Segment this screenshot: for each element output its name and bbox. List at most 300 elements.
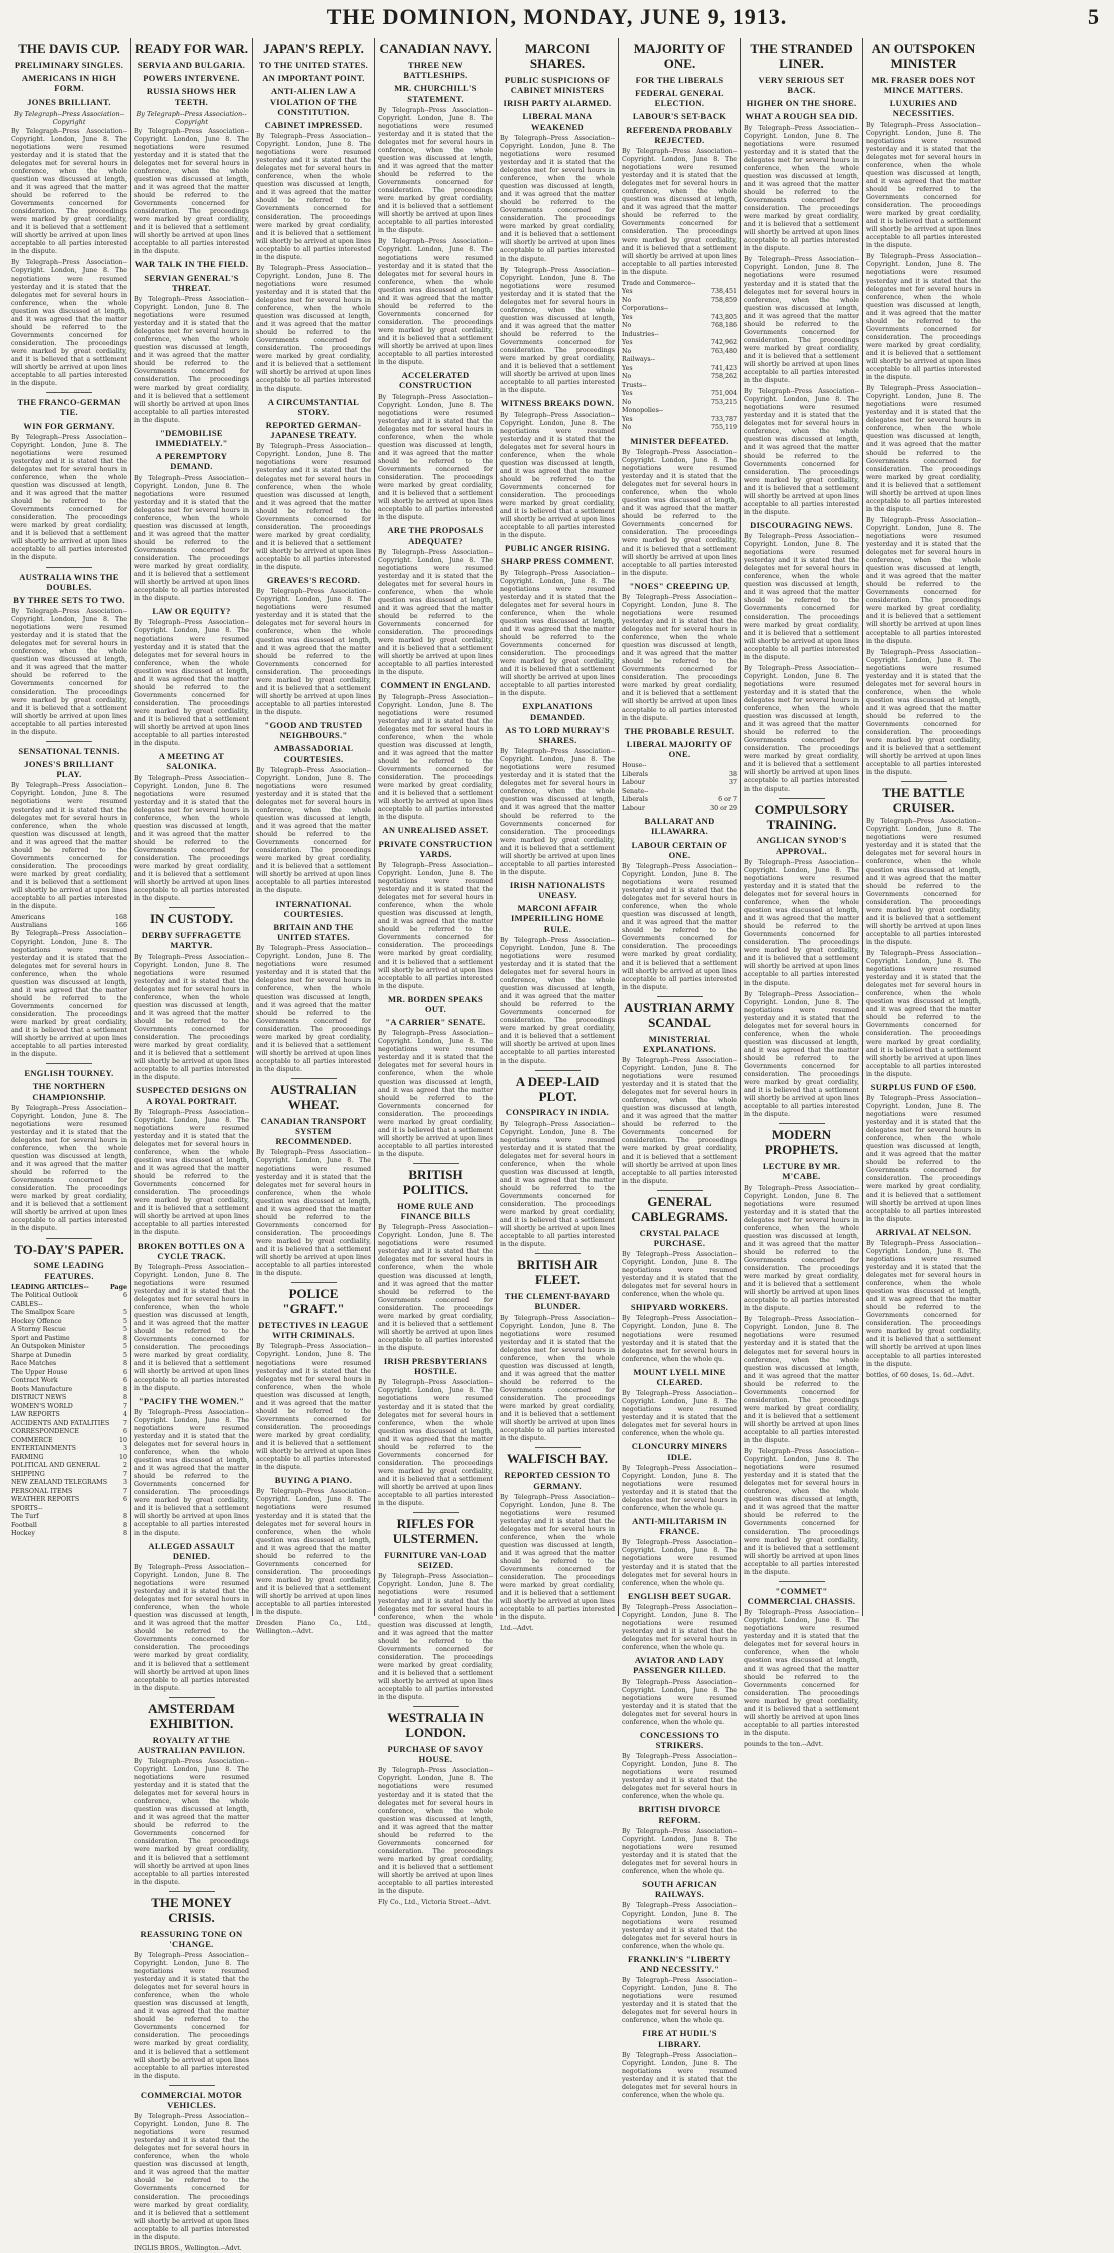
contents-item: POLITICAL AND GENERAL 2	[11, 1462, 127, 1470]
column-5	[496, 38, 618, 1633]
subhead: CLONCURRY MINERS IDLE.	[631, 1441, 728, 1462]
divider	[46, 567, 92, 568]
article-text: By Telegraph--Press Association--Copyright. London, June 8. The negotiations were resumed yesterday and it is stated that the delegates met for several hours in conference, when the whole question was discussed at length, and it was agreed that the matter should be referred to the Governments concerned for consideration. The proceedings were marked by great cordiality, and it is believed that a settlement will shortly be arrived at upon lines acceptable to all parties interested in the dispute.	[866, 818, 981, 946]
article-text: By Telegraph--Press Association--Copyright. London, June 8. The negotiations were resumed yesterday and it is stated that the delegates met for several hours in conference, when the whole question was discussed at length, and it was agreed that the matter should be referred to the Governments concerned for consideration. The proceedings were marked by great cordiality, and it is believed that a settlement will shortly be arrived at upon lines acceptable to all parties interested in the dispute.	[256, 1488, 371, 1617]
article-text: By Telegraph--Press Association--Copyright. London, June 8. The negotiations were resumed yesterday and it is stated that the delegates met for several hours in conference, when the whole question was discussed at length, and it was agreed that the matter should be referred to the Governments concerned for consideration. The proceedings were marked by great cordiality, and it is believed that a settlement will shortly be arrived at upon lines acceptable to all parties interested in the dispute.	[256, 766, 371, 895]
column-3	[252, 38, 374, 1636]
article-text: By Telegraph--Press Association--Copyright. London, June 8. The negotiations were resumed yesterday and it is stated that the delegates met for several hours in conference, when the whole question was discussed at length, and it was agreed that the matter should be referred to the Governments concerned for consideration. The proceedings were marked by great cordiality, and it is believed that a settlement will shortly be arrived at upon lines acceptable to all parties interested in the dispute.	[500, 1493, 615, 1622]
subhead: LIBERAL MAJORITY OF ONE.	[626, 738, 733, 759]
subhead: LIBERAL MANA WEAKENED	[522, 111, 593, 132]
table-row: No 768,186	[622, 322, 737, 330]
subhead: BRITAIN AND THE UNITED STATES.	[273, 921, 354, 943]
contents-item: Race Matches 8	[11, 1360, 127, 1368]
contents-item: PERSONAL ITEMS 7	[11, 1487, 127, 1495]
subhead: RUSSIA SHOWS HER TEETH.	[146, 86, 237, 107]
article-text: By Telegraph--Press Association--Copyright. London, June 8. The negotiations were resumed yesterday and it is stated that the delegates met for several hours in conference, when the whole qu.	[622, 1603, 737, 1652]
subhead: THREE NEW BATTLESHIPS.	[403, 59, 468, 81]
subhead: CABINET IMPRESSED.	[264, 119, 363, 130]
columns	[8, 38, 1108, 2252]
subhead: WAR TALK IN THE FIELD.	[134, 259, 249, 270]
divider	[169, 2085, 215, 2086]
subhead: ARRIVAL AT NELSON.	[875, 1226, 972, 1237]
contents-item: WEATHER REPORTS 6	[11, 1496, 127, 1504]
article-text: By Telegraph--Press Association--Copyright. London, June 8. The negotiations were resumed yesterday and it is stated that the delegates met for several hours in conference, when the whole qu.	[622, 1827, 737, 1876]
contents-item: The Turf 8	[11, 1513, 127, 1521]
subhead: "DEMOBILISE IMMEDIATELY."	[155, 427, 228, 448]
article-text: By Telegraph--Press Association--Copyright. London, June 8. The negotiations were resumed yesterday and it is stated that the delegates met for several hours in conference, when the whole question was discussed at length, and it was agreed that the matter should be referred to the Governments concerned for consideration. The proceedings were marked by great cordiality, and it is believed that a settlement will shortly be arrived at upon lines acceptable to all parties interested in the dispute.	[866, 1239, 981, 1368]
subhead: MR. FRASER DOES NOT MINCE MATTERS.	[871, 74, 976, 96]
table-row: Monopolies--	[622, 407, 664, 415]
article-text: By Telegraph--Press Association--Copyright. London, June 8. The negotiations were resumed yesterday and it is stated that the delegates met for several hours in conference, when the whole question was discussed at length, and it was agreed that the matter should be referred to the Governments concerned for consideration. The proceedings were marked by great cordiality, and it is believed that a settlement will shortly be arrived at upon lines acceptable to all parties interested in the dispute.	[11, 1104, 127, 1233]
divider	[657, 996, 703, 997]
divider	[779, 798, 825, 799]
article-text: By Telegraph--Press Association--Copyright. London, June 8. The negotiations were resumed yesterday and it is stated that the delegates met for several hours in conference, when the whole question was discussed at length, and it was agreed that the matter should be referred to the Governments concerned for consideration. The proceedings were marked by great cordiality, and it is believed that a settlement will shortly be arrived at upon lines acceptable to all parties interested in the dispute.	[134, 1951, 249, 2080]
contents-item: Sharpe at Dunedin 5	[11, 1351, 127, 1359]
contents-item: A Stormy Rescue 5	[11, 1326, 127, 1334]
article-text: By Telegraph--Press Association--Copyright. London, June 8. The negotiations were resumed yesterday and it is stated that the delegates met for several hours in conference, when the whole question was discussed at length, and it was agreed that the matter should be referred to the Governments concerned for consideration. The proceedings were marked by great cordiality, and it is believed that a settlement will shortly be arrived at upon lines acceptable to all parties interested in the dispute.	[11, 433, 127, 562]
divider	[657, 1190, 703, 1191]
subhead: ROYALTY AT THE AUSTRALIAN PAVILION.	[137, 1734, 246, 1755]
subhead: CANADIAN TRANSPORT SYSTEM RECOMMENDED.	[260, 1115, 367, 1147]
subhead: DETECTIVES IN LEAGUE WITH CRIMINALS.	[258, 1320, 369, 1341]
article-text: By Telegraph--Press Association--Copyright. London, June 8. The negotiations were resumed yesterday and it is stated that the delegates met for several hours in conference, when the whole question was discussed at length, and it was agreed that the matter should be referred to the Governments concerned for consideration. The proceedings were marked by great cordiality, and it is believed that a settlement will shortly be arrived at upon lines acceptable to all parties interested in the dispute.	[378, 548, 493, 677]
subhead: FOR THE LIBERALS	[635, 74, 724, 85]
subhead: ANTI-MILITARISM IN FRANCE.	[632, 1516, 727, 1537]
article-text: By Telegraph--Press Association--Copyright. London, June 8. The negotiations were resumed yesterday and it is stated that the delegates met for several hours in conference, when the whole question was discussed at length, and it was agreed that the matter should be referred to the Governments concerned for consideration. The proceedings were marked by great cordiality, and it is believed that a settlement will shortly be arrived at upon lines acceptable to all parties interested in the dispute.	[134, 1757, 249, 1886]
column-8	[862, 38, 984, 1616]
divider	[413, 1163, 459, 1164]
headline-outspoken-minister: AN OUTSPOKEN MINISTER	[871, 41, 976, 71]
table-row: No 753,215	[622, 398, 737, 406]
divider	[535, 1253, 581, 1254]
article-text: By Telegraph--Press Association--Copyright. London, June 8. The negotiations were resumed yesterday and it is stated that the delegates met for several hours in conference, when the whole question was discussed at length, and it was agreed that the matter should be referred to the Governments concerned for consideration. The proceedings were marked by great cordiality, and it is believed that a settlement will shortly be arrived at upon lines acceptable to all parties interested in the dispute.	[622, 593, 737, 722]
divider	[46, 392, 92, 393]
subhead: HOME RULE AND FINANCE BILLS	[397, 1200, 474, 1222]
table-row: Yes 743,805	[622, 313, 737, 321]
divider	[779, 1581, 825, 1582]
contents-item: CORRESPONDENCE 6	[11, 1428, 127, 1436]
subhead: ARE THE PROPOSALS ADEQUATE?	[387, 525, 484, 546]
subhead: COMMENT IN ENGLAND.	[380, 680, 491, 691]
subhead: CRYSTAL PALACE PURCHASE.	[639, 1227, 720, 1248]
contents-item: LAW REPORTS 4	[11, 1411, 127, 1419]
headline-westralia: WESTRALIA IN LONDON.	[387, 1710, 484, 1741]
article-text: By Telegraph--Press Association--Copyright. London, June 8. The negotiations were resumed yesterday and it is stated that the delegates met for several hours in conference, when the whole question was discussed at length, and it was agreed that the matter should be referred to the Governments concerned for consideration. The proceedings were marked by great cordiality, and it is believed that a settlement will shortly be arrived at upon lines acceptable to all parties interested in the dispute.	[134, 619, 249, 748]
subhead: THE NORTHERN CHAMPIONSHIP.	[32, 1081, 106, 1102]
subhead: SOME LEADING FEATURES.	[33, 1260, 105, 1281]
subhead: FEDERAL GENERAL ELECTION.	[635, 88, 724, 109]
subhead: FURNITURE VAN-LOAD SEIZED.	[384, 1550, 487, 1571]
subhead: REFERENDA PROBABLY REJECTED.	[626, 124, 733, 145]
subhead: THE FRANCO-GERMAN TIE.	[17, 397, 121, 418]
subhead: SERVIAN GENERAL'S THREAT.	[144, 272, 239, 293]
contents-item: Hockey Offence 5	[11, 1317, 127, 1325]
subhead: ALLEGED ASSAULT DENIED.	[148, 1540, 235, 1561]
article-text: By Telegraph--Press Association--Copyright. London, June 8. The negotiations were resumed yesterday and it is stated that the delegates met for several hours in conference, when the whole question was discussed at length, and it was agreed that the matter should be referred to the Governments concerned for consideration. The proceedings were marked by great cordiality, and it is believed that a settlement will shortly be arrived at upon lines acceptable to all parties interested in the dispute.	[744, 1316, 859, 1445]
contents-item: Football 8	[11, 1521, 127, 1529]
headline-austrian-army-scandal: AUSTRIAN ARMY SCANDAL	[624, 999, 735, 1030]
advert-line: Dresden Piano Co., Ltd., Wellington.--Advt.	[256, 1620, 371, 1636]
subhead: ANTI-ALIEN LAW A VIOLATION OF THE CONSTITUTION.	[269, 86, 358, 117]
table-row: Yes 738,451	[622, 288, 737, 296]
article-text: By Telegraph--Press Association--Copyright. London, June 8. The negotiations were resumed yesterday and it is stated that the delegates met for several hours in conference, when the whole qu.	[622, 1539, 737, 1587]
table-row: Industries--	[622, 330, 659, 338]
article-text: By Telegraph--Press Association--Copyright. London, June 8. The negotiations were resumed yesterday and it is stated that the delegates met for several hours in conference, when the whole question was discussed at length, and it was agreed that the matter should be referred to the Governments concerned for consideration. The proceedings were marked by great cordiality, and it is believed that a settlement will shortly be arrived at upon lines acceptable to all parties interested in the dispute.	[378, 861, 493, 990]
subhead: PURCHASE OF SAVOY HOUSE.	[387, 1744, 484, 1765]
subhead: "PACIFY THE WOMEN."	[138, 1395, 245, 1406]
article-text: By Telegraph--Press Association--Copyright. London, June 8. The negotiations were resumed yesterday and it is stated that the delegates met for several hours in conference, when the whole question was discussed at length, and it was agreed that the matter should be referred to the Governments concerned for consideration. The proceedings were marked by great cordiality, and it is believed that a settlement will shortly be arrived at upon lines acceptable to all parties interested in the dispute.	[744, 533, 859, 661]
article-text: By Telegraph--Press Association--Copyright. London, June 8. The negotiations were resumed yesterday and it is stated that the delegates met for several hours in conference, when the whole question was discussed at length, and it was agreed that the matter should be referred to the Governments concerned for consideration. The proceedings were marked by great cordiality, and it is believed that a settlement will shortly be arrived at upon lines acceptable to all parties interested in the dispute.	[744, 858, 859, 987]
subhead: THE CLEMENT-BAYARD BLUNDER.	[504, 1291, 611, 1312]
contents-item: Sport and Pastime 8	[11, 1334, 127, 1342]
subhead: AMBASSADORIAL COURTESIES.	[273, 743, 354, 764]
article-text: By Telegraph--Press Association--Copyright. London, June 8. The negotiations were resumed yesterday and it is stated that the delegates met for several hours in conference, when the whole question was discussed at length, and it was agreed that the matter should be referred to the Governments concerned for consideration. The proceedings were marked by great cordiality, and it is believed that a settlement will shortly be arrived at upon lines acceptable to all parties interested in the dispute.	[866, 253, 981, 382]
subhead: BROKEN BOTTLES ON A CYCLE TRACK.	[137, 1240, 246, 1261]
article-text: By Telegraph--Press Association--Copyright. London, June 8. The negotiations were resumed yesterday and it is stated that the delegates met for several hours in conference, when the whole question was discussed at length, and it was agreed that the matter should be referred to the Governments concerned for consideration. The proceedings were marked by great cordiality, and it is believed that a settlement will shortly be arrived at upon lines acceptable to all parties interested in the dispute.	[134, 1263, 249, 1392]
subhead: SURPLUS FUND OF £500.	[870, 1081, 977, 1092]
subhead: MOUNT LYELL MINE CLEARED.	[633, 1366, 726, 1387]
article-text: By Telegraph--Press Association--Copyright. London, June 8. The negotiations were resumed yesterday and it is stated that the delegates met for several hours in conference, when the whole question was discussed at length, and it was agreed that the matter should be referred to the Governments concerned for consideration. The proceedings were marked by great cordiality, and it is believed that a settlement will shortly be arrived at upon lines acceptable to all parties interested in the dispute.	[500, 748, 615, 876]
contents-item: NEW ZEALAND TELEGRAMS 3	[11, 1479, 127, 1487]
article-text: By Telegraph--Press Association--Copyright. London, June 8. The negotiations were resumed yesterday and it is stated that the delegates met for several hours in conference, when the whole question was discussed at length, and it was agreed that the matter should be referred to the Governments concerned for consideration. The proceedings were marked by great cordiality, and it is believed that a settlement will shortly be arrived at upon lines acceptable to all parties interested in the dispute.	[744, 256, 859, 385]
article-text: By Telegraph--Press Association--Copyright. London, June 8. The negotiations were resumed yesterday and it is stated that the delegates met for several hours in conference, when the whole question was discussed at length, and it was agreed that the matter should be referred to the Governments concerned for consideration. The proceedings were marked by great cordiality, and it is believed that a settlement will shortly be arrived at upon lines acceptable to all parties interested in the dispute.	[134, 127, 249, 256]
dateline: By Telegraph--Press Association--Copyright	[136, 109, 247, 126]
contents-item: SPORTS--	[11, 1504, 43, 1512]
subhead: PRELIMINARY SINGLES.	[14, 59, 124, 70]
subhead: AVIATOR AND LADY PASSENGER KILLED.	[633, 1655, 726, 1676]
subhead: DERBY SUFFRAGETTE MARTYR.	[141, 930, 242, 951]
article-text: By Telegraph--Press Association--Copyright. London, June 8. The negotiations were resumed yesterday and it is stated that the delegates met for several hours in conference, when the whole qu.	[622, 1678, 737, 1726]
masthead	[0, 4, 1114, 34]
article-text: By Telegraph--Press Association--Copyright. London, June 8. The negotiations were resumed yesterday and it is stated that the delegates met for several hours in conference, when the whole question was discussed at length, and it was agreed that the matter should be referred to the Governments concerned for consideration. The proceedings were marked by great cordiality, and it is believed that a settlement will shortly be arrived at upon lines acceptable to all parties interested in the dispute.	[256, 588, 371, 716]
subhead: CONSPIRACY IN INDIA.	[505, 1107, 610, 1118]
subhead: POWERS INTERVENE.	[143, 73, 240, 84]
divider	[291, 1282, 337, 1283]
article-text: By Telegraph--Press Association--Copyright. London, June 8. The negotiations were resumed yesterday and it is stated that the delegates met for several hours in conference, when the whole question was discussed at length, and it was agreed that the matter should be referred to the Governments concerned for consideration. The proceedings were marked by great cordiality, and it is believed that a settlement will shortly be arrived at upon lines acceptable to all parties interested in the dispute.	[744, 1448, 859, 1576]
subhead: SOUTH AFRICAN RAILWAYS.	[642, 1879, 717, 1900]
headline-modern-prophets: MODERN PROPHETS.	[764, 1127, 839, 1158]
article-text: By Telegraph--Press Association--Copyright. London, June 8. The negotiations were resumed yesterday and it is stated that the delegates met for several hours in conference, when the whole question was discussed at length, and it was agreed that the matter should be referred to the Governments concerned for consideration. The proceedings were marked by great cordiality, and it is believed that a settlement will shortly be arrived at upon lines acceptable to all parties interested in the dispute.	[500, 266, 615, 395]
subhead: IRISH PARTY ALARMED.	[503, 98, 612, 109]
subhead: WIN FOR GERMANY.	[23, 420, 115, 431]
article-text: By Telegraph--Press Association--Copyright. London, June 8. The negotiations were resumed yesterday and it is stated that the delegates met for several hours in conference, when the whole question was discussed at length, and it was agreed that the matter should be referred to the Governments concerned for consideration. The proceedings were marked by great cordiality, and it is believed that a settlement will shortly be arrived at upon lines acceptable to all parties interested in the dispute.	[378, 1030, 493, 1158]
subhead: A PEREMPTORY DEMAND.	[155, 451, 228, 472]
score-row: Americans 168	[11, 914, 127, 922]
contents-item: Hockey 8	[11, 1530, 127, 1538]
article-text: By Telegraph--Press Association--Copyright. London, June 8. The negotiations were resumed yesterday and it is stated that the delegates met for several hours in conference, when the whole question was discussed at length, and it was agreed that the matter should be referred to the Governments concerned for consideration. The proceedings were marked by great cordiality, and it is believed that a settlement will shortly be arrived at upon lines acceptable to all parties interested in the dispute.	[744, 1184, 859, 1313]
contents-item: The Political Outlook 6	[11, 1292, 127, 1300]
article-text: By Telegraph--Press Association--Copyright. London, June 8. The negotiations were resumed yesterday and it is stated that the delegates met for several hours in conference, when the whole question was discussed at length, and it was agreed that the matter should be referred to the Governments concerned for consideration. The proceedings were marked by great cordiality, and it is believed that a settlement will shortly be arrived at upon lines acceptable to all parties interested in the dispute.	[256, 1343, 371, 1472]
subhead: BALLARAT AND ILLAWARRA.	[644, 816, 715, 837]
article-text: By Telegraph--Press Association--Copyright. London, June 8. The negotiations were resumed yesterday and it is stated that the delegates met for several hours in conference, when the whole question was discussed at length, and it was agreed that the matter should be referred to the Governments concerned for consideration. The proceedings were marked by great cordiality, and it is believed that a settlement will shortly be arrived at upon lines acceptable to all parties interested in the dispute.	[256, 264, 371, 393]
advert-line: bottles, of 60 doses, 1s. 6d.--Advt.	[866, 1371, 975, 1379]
subhead: SERVIA AND BULGARIA.	[137, 59, 246, 70]
article-text: By Telegraph--Press Association--Copyright. London, June 8. The negotiations were resumed yesterday and it is stated that the delegates met for several hours in conference, when the whole question was discussed at length, and it was agreed that the matter should be referred to the Governments concerned for consideration. The proceedings were marked by great cordiality, and it is believed that a settlement will shortly be arrived at upon lines acceptable to all parties interested in the dispute.	[11, 782, 127, 911]
headline-battle-cruiser: THE BATTLE CRUISER.	[882, 785, 965, 816]
article-text: By Telegraph--Press Association--Copyright. London, June 8. The negotiations were resumed yesterday and it is stated that the delegates met for several hours in conference, when the whole qu.	[622, 1753, 737, 1801]
table-row: Liberals 38	[622, 770, 737, 778]
subhead: "GOOD AND TRUSTED NEIGHBOURS."	[264, 720, 363, 741]
advert-line: INGLIS BROS., Wellington.--Advt.	[134, 2244, 242, 2252]
article-text: By Telegraph--Press Association--Copyright. London, June 8. The negotiations were resumed yesterday and it is stated that the delegates met for several hours in conference, when the whole qu.	[622, 1977, 737, 2025]
headline-australian-wheat: AUSTRALIAN WHEAT.	[270, 1082, 357, 1112]
subhead: COMMERCIAL MOTOR VEHICLES.	[140, 2089, 243, 2110]
subhead: FIRE AT HUDIL'S LIBRARY.	[642, 2028, 717, 2049]
contents-item: Contract Work 6	[11, 1377, 127, 1385]
article-text: By Telegraph--Press Association--Copyright. London, June 8. The negotiations were resumed yesterday and it is stated that the delegates met for several hours in conference, when the whole question was discussed at length, and it was agreed that the matter should be referred to the Governments concerned for consideration. The proceedings were marked by great cordiality, and it is believed that a settlement will shortly be arrived at upon lines acceptable to all parties interested in the dispute.	[866, 648, 981, 777]
subhead: MR. CHURCHILL'S STATEMENT.	[394, 83, 477, 104]
table-row: Yes 751,004	[622, 390, 737, 398]
subhead: IRISH NATIONALISTS UNEASY.	[509, 879, 606, 901]
headline-compulsory-training: COMPULSORY TRAINING.	[754, 801, 849, 832]
table-row: Corporations--	[622, 305, 669, 313]
subhead: SHIPYARD WORKERS.	[630, 1302, 729, 1313]
subhead: INTERNATIONAL COURTESIES.	[275, 898, 352, 919]
subhead: SUSPECTED DESIGNS ON A ROYAL PORTRAIT.	[136, 1085, 247, 1106]
article-text: By Telegraph--Press Association--Copyright. London, June 8. The negotiations were resumed yesterday and it is stated that the delegates met for several hours in conference, when the whole qu.	[622, 1315, 737, 1363]
article-text: By Telegraph--Press Association--Copyright. London, June 8. The negotiations were resumed yesterday and it is stated that the delegates met for several hours in conference, when the whole question was discussed at length, and it was agreed that the matter should be referred to the Governments concerned for consideration. The proceedings were marked by great cordiality, and it is believed that a settlement will shortly be arrived at upon lines acceptable to all parties interested in the dispute.	[866, 950, 981, 1078]
subhead: PUBLIC ANGER RISING.	[505, 543, 610, 554]
table-row: Labour 30 or 29	[622, 804, 737, 812]
subhead: MR. BORDEN SPEAKS OUT.	[387, 993, 484, 1014]
article-text: By Telegraph--Press Association--Copyright. London, June 8. The negotiations were resumed yesterday and it is stated that the delegates met for several hours in conference, when the whole question was discussed at length, and it was agreed that the matter should be referred to the Governments concerned for consideration. The proceedings were marked by great cordiality, and it is believed that a settlement will shortly be arrived at upon lines acceptable to all parties interested in the dispute.	[256, 443, 371, 572]
subhead: VERY SERIOUS SET BACK.	[758, 74, 845, 96]
divider	[46, 1238, 92, 1239]
subhead: THE PROBABLE RESULT.	[624, 725, 735, 736]
article-text: By Telegraph--Press Association--Copyright. London, June 8. The negotiations were resumed yesterday and it is stated that the delegates met for several hours in conference, when the whole question was discussed at length, and it was agreed that the matter should be referred to the Governments concerned for consideration. The proceedings were marked by great cordiality, and it is believed that a settlement will shortly be arrived at upon lines acceptable to all parties interested in the dispute.	[378, 1767, 493, 1896]
divider	[535, 1447, 581, 1448]
subhead: ANGLICAN SYNOD'S APPROVAL.	[756, 835, 847, 856]
divider	[535, 1070, 581, 1071]
subhead: REPORTED CESSION TO GERMANY.	[504, 1470, 611, 1491]
column-6	[618, 38, 740, 2100]
contents-item: SHIPPING 7	[11, 1470, 127, 1478]
divider	[291, 1078, 337, 1079]
divider	[901, 781, 947, 782]
article-text: By Telegraph--Press Association--Copyright. London, June 8. The negotiations were resumed yesterday and it is stated that the delegates met for several hours in conference, when the whole question was discussed at length, and it was agreed that the matter should be referred to the Governments concerned for consideration. The proceedings were marked by great cordiality, and it is believed that a settlement will shortly be arrived at upon lines acceptable to all parties interested in the dispute.	[744, 388, 859, 516]
contents-item: ENTERTAINMENTS 3	[11, 1445, 127, 1453]
table-row: No 755,119	[622, 424, 737, 432]
article-text: By Telegraph--Press Association--Copyright. London, June 8. The negotiations were resumed yesterday and it is stated that the delegates met for several hours in conference, when the whole question was discussed at length, and it was agreed that the matter should be referred to the Governments concerned for consideration. The proceedings were marked by great cordiality, and it is believed that a settlement will shortly be arrived at upon lines acceptable to all parties interested in the dispute.	[500, 1120, 615, 1249]
subhead: GREAVES'S RECORD.	[266, 575, 361, 586]
article-text: By Telegraph--Press Association--Copyright. London, June 8. The negotiations were resumed yesterday and it is stated that the delegates met for several hours in conference, when the whole qu.	[622, 1390, 737, 1438]
table-row: Yes 742,962	[622, 339, 737, 347]
subhead: AN UNREALISED ASSET.	[382, 825, 489, 836]
party-state-table	[622, 762, 737, 813]
article-text: By Telegraph--Press Association--Copyright. London, June 8. The negotiations were resumed yesterday and it is stated that the delegates met for several hours in conference, when the whole question was discussed at length, and it was agreed that the matter should be referred to the Governments concerned for consideration. The proceedings were marked by great cordiality, and it is believed that a settlement will shortly be arrived at upon lines acceptable to all parties interested in the dispute.	[500, 936, 615, 1065]
headline-general-cablegrams: GENERAL CABLEGRAMS.	[631, 1193, 728, 1224]
article-text: By Telegraph--Press Association--Copyright. London, June 8. The negotiations were resumed yesterday and it is stated that the delegates met for several hours in conference, when the whole question was discussed at length, and it was agreed that the matter should be referred to the Governments concerned for consideration. The proceedings were marked by great cordiality, and it is believed that a settlement will shortly be arrived at upon lines acceptable to all parties interested in the dispute.	[744, 124, 859, 253]
subhead: WITNESS BREAKS DOWN.	[500, 398, 615, 409]
article-text: By Telegraph--Press Association--Copyright. London, June 8. The negotiations were resumed yesterday and it is stated that the delegates met for several hours in conference, when the whole question was discussed at length, and it was agreed that the matter should be referred to the Governments concerned for consideration. The proceedings were marked by great cordiality, and it is believed that a settlement will shortly be arrived at upon lines acceptable to all parties interested in the dispute.	[622, 862, 737, 991]
headline-amsterdam: AMSTERDAM EXHIBITION.	[148, 1700, 235, 1731]
headline-japans-reply: JAPAN'S REPLY.	[263, 41, 364, 56]
column-1	[8, 38, 130, 1616]
article-text: By Telegraph--Press Association--Copyright. London, June 8. The negotiations were resumed yesterday and it is stated that the delegates met for several hours in conference, when the whole question was discussed at length, and it was agreed that the matter should be referred to the Governments concerned for consideration. The proceedings were marked by great cordiality, and it is believed that a settlement will shortly be arrived at upon lines acceptable to all parties interested in the dispute.	[378, 393, 493, 522]
subhead: MARCONI AFFAIR IMPERILLING HOME RULE.	[511, 903, 604, 934]
table-row: Senate--	[622, 787, 649, 795]
subhead: LABOUR'S SET-BACK	[632, 111, 727, 122]
contents-item: WOMEN'S WORLD 7	[11, 1402, 127, 1410]
headline-british-politics: BRITISH POLITICS.	[402, 1167, 469, 1197]
article-text: By Telegraph--Press Association--Copyright. London, June 8. The negotiations were resumed yesterday and it is stated that the delegates met for several hours in conference, when the whole question was discussed at length, and it was agreed that the matter should be referred to the Governments concerned for consideration. The proceedings were marked by great cordiality, and it is believed that a settlement will shortly be arrived at upon lines acceptable to all parties interested in the dispute.	[866, 1094, 981, 1223]
column-2	[130, 38, 252, 2252]
article-text: By Telegraph--Press Association--Copyright. London, June 8. The negotiations were resumed yesterday and it is stated that the delegates met for several hours in conference, when the whole question was discussed at length, and it was agreed that the matter should be referred to the Governments concerned for consideration. The proceedings were marked by great cordiality, and it is believed that a settlement will shortly be arrived at upon lines acceptable to all parties interested in the dispute.	[866, 385, 981, 513]
headline-walfisch-bay: WALFISCH BAY.	[507, 1451, 608, 1467]
article-text: By Telegraph--Press Association--Copyright. London, June 8. The negotiations were resumed yesterday and it is stated that the delegates met for several hours in conference, when the whole question was discussed at length, and it was agreed that the matter should be referred to the Governments concerned for consideration. The proceedings were marked by great cordiality, and it is believed that a settlement will shortly be arrived at upon lines acceptable to all parties interested in the dispute.	[744, 1609, 859, 1737]
article-text: By Telegraph--Press Association--Copyright. London, June 8. The negotiations were resumed yesterday and it is stated that the delegates met for several hours in conference, when the whole qu.	[622, 1902, 737, 1950]
subhead: REPORTED GERMAN-JAPANESE TREATY.	[265, 419, 362, 441]
subhead: LUXURIES AND NECESSITIES.	[889, 98, 958, 119]
contents-item: An Outspoken Minister 5	[11, 1343, 127, 1351]
subhead: PUBLIC SUSPICIONS OF CABINET MINISTERS	[504, 74, 611, 96]
table-row: Labour 37	[622, 779, 737, 787]
article-text: By Telegraph--Press Association--Copyright. London, June 8. The negotiations were resumed yesterday and it is stated that the delegates met for several hours in conference, when the whole question was discussed at length, and it was agreed that the matter should be referred to the Governments concerned for consideration. The proceedings were marked by great cordiality, and it is believed that a settlement will shortly be arrived at upon lines acceptable to all parties interested in the dispute.	[866, 516, 981, 645]
subhead: EXPLANATIONS DEMANDED.	[522, 701, 593, 722]
article-text: By Telegraph--Press Association--Copyright. London, June 8. The negotiations were resumed yesterday and it is stated that the delegates met for several hours in conference, when the whole question was discussed at length, and it was agreed that the matter should be referred to the Governments concerned for consideration. The proceedings were marked by great cordiality, and it is believed that a settlement will shortly be arrived at upon lines acceptable to all parties interested in the dispute.	[256, 1149, 371, 1278]
article-text: By Telegraph--Press Association--Copyright. London, June 8. The negotiations were resumed yesterday and it is stated that the delegates met for several hours in conference, when the whole question was discussed at length, and it was agreed that the matter should be referred to the Governments concerned for consideration. The proceedings were marked by great cordiality, and it is believed that a settlement will shortly be arrived at upon lines acceptable to all parties interested in the dispute.	[622, 448, 737, 577]
subhead: BY THREE SETS TO TWO.	[13, 594, 125, 605]
subhead: A CIRCUMSTANTIAL STORY.	[267, 396, 360, 417]
headline-british-air-fleet: BRITISH AIR FLEET.	[517, 1257, 598, 1288]
table-row: Trade and Commerce--	[622, 279, 696, 287]
article-text: By Telegraph--Press Association--Copyright. London, June 8. The negotiations were resumed yesterday and it is stated that the delegates met for several hours in conference, when the whole question was discussed at length, and it was agreed that the matter should be referred to the Governments concerned for consideration. The proceedings were marked by great cordiality, and it is believed that a settlement will shortly be arrived at upon lines acceptable to all parties interested in the dispute.	[500, 1314, 615, 1443]
dateline: By Telegraph--Press Association--Copyright	[13, 109, 125, 126]
contents-item: CABLES--	[11, 1300, 43, 1308]
page-number: 5	[1088, 4, 1100, 29]
referenda-votes-table	[622, 280, 737, 433]
contents-item: DISTRICT NEWS 8	[11, 1394, 127, 1402]
subhead: BRITISH DIVORCE REFORM.	[638, 1804, 721, 1825]
article-text: By Telegraph--Press Association--Copyright. London, June 8. The negotiations were resumed yesterday and it is stated that the delegates met for several hours in conference, when the whole question was discussed at length, and it was agreed that the matter should be referred to the Governments concerned for consideration. The proceedings were marked by great cordiality, and it is believed that a settlement will shortly be arrived at upon lines acceptable to all parties interested in the dispute.	[11, 127, 127, 256]
subhead: SENSATIONAL TENNIS.	[18, 745, 120, 756]
subhead: FRANKLIN'S "LIBERTY AND NECESSITY."	[628, 1953, 731, 1974]
contents-item: The Smallpox Scare 5	[11, 1309, 127, 1317]
table-row: No 758,859	[622, 296, 737, 304]
article-text: By Telegraph--Press Association--Copyright. London, June 8. The negotiations were resumed yesterday and it is stated that the delegates met for several hours in conference, when the whole question was discussed at length, and it was agreed that the matter should be referred to the Governments concerned for consideration. The proceedings were marked by great cordiality, and it is believed that a settlement will shortly be arrived at upon lines acceptable to all parties interested in the dispute.	[622, 148, 737, 276]
subhead: "COMMET" COMMERCIAL CHASSIS.	[747, 1585, 856, 1606]
subhead: AUSTRALIA WINS THE DOUBLES.	[19, 571, 119, 592]
subhead: WHAT A ROUGH SEA DID.	[745, 111, 858, 122]
table-row: Liberals 6 or 7	[622, 796, 737, 804]
article-text: By Telegraph--Press Association--Copyright. London, June 8. The negotiations were resumed yesterday and it is stated that the delegates met for several hours in conference, when the whole question was discussed at length, and it was agreed that the matter should be referred to the Governments concerned for consideration. The proceedings were marked by great cordiality, and it is believed that a settlement will shortly be arrived at upon lines acceptable to all parties interested in the dispute.	[256, 133, 371, 261]
subhead: TO THE UNITED STATES.	[258, 59, 369, 70]
article-text: By Telegraph--Press Association--Copyright. London, June 8. The negotiations were resumed yesterday and it is stated that the delegates met for several hours in conference, when the whole qu.	[622, 1250, 737, 1299]
headline-money-crisis: THE MONEY CRISIS.	[151, 1894, 232, 1925]
article-text: By Telegraph--Press Association--Copyright. London, June 8. The negotiations were resumed yesterday and it is stated that the delegates met for several hours in conference, when the whole question was discussed at length, and it was agreed that the matter should be referred to the Governments concerned for consideration. The proceedings were marked by great cordiality, and it is believed that a settlement will shortly be arrived at upon lines acceptable to all parties interested in the dispute.	[378, 1224, 493, 1352]
subhead: ENGLISH BEET SUGAR.	[627, 1590, 732, 1601]
column-4	[374, 38, 496, 1907]
subhead: MINISTER DEFEATED.	[630, 435, 729, 446]
subhead: MINISTERIAL EXPLANATIONS.	[643, 1033, 716, 1054]
headline-todays-paper: TO-DAY'S PAPER.	[14, 1241, 124, 1257]
table-row: Railways--	[622, 356, 655, 364]
table-row: House--	[622, 762, 647, 770]
table-row: No 763,480	[622, 347, 737, 355]
advert-line: pounds to the ton.--Advt.	[744, 1740, 824, 1748]
divider	[169, 907, 215, 908]
article-text: By Telegraph--Press Association--Copyright. London, June 8. The negotiations were resumed yesterday and it is stated that the delegates met for several hours in conference, when the whole question was discussed at length, and it was agreed that the matter should be referred to the Governments concerned for consideration. The proceedings were marked by great cordiality, and it is believed that a settlement will shortly be arrived at upon lines acceptable to all parties interested in the dispute.	[500, 134, 615, 263]
contents-list	[11, 1284, 127, 1539]
article-text: By Telegraph--Press Association--Copyright. London, June 8. The negotiations were resumed yesterday and it is stated that the delegates met for several hours in conference, when the whole question was discussed at length, and it was agreed that the matter should be referred to the Governments concerned for consideration. The proceedings were marked by great cordiality, and it is believed that a settlement will shortly be arrived at upon lines acceptable to all parties interested in the dispute.	[256, 945, 371, 1073]
table-row: No 758,262	[622, 373, 737, 381]
subhead: LABOUR CERTAIN OF ONE.	[631, 839, 728, 860]
article-text: By Telegraph--Press Association--Copyright. London, June 8. The negotiations were resumed yesterday and it is stated that the delegates met for several hours in conference, when the whole qu.	[622, 2051, 737, 2100]
score-row: Australians 166	[11, 922, 127, 930]
subhead: REASSURING TONE ON 'CHANGE.	[140, 1928, 243, 1949]
headline-in-custody: IN CUSTODY.	[149, 911, 234, 927]
subhead: JONES'S BRILLIANT PLAY.	[24, 759, 114, 780]
table-row: Trusts--	[622, 381, 647, 389]
article-text: By Telegraph--Press Association--Copyright. London, June 8. The negotiations were resumed yesterday and it is stated that the delegates met for several hours in conference, when the whole qu.	[622, 1464, 737, 1512]
article-text: By Telegraph--Press Association--Copyright. London, June 8. The negotiations were resumed yesterday and it is stated that the delegates met for several hours in conference, when the whole question was discussed at length, and it was agreed that the matter should be referred to the Governments concerned for consideration. The proceedings were marked by great cordiality, and it is believed that a settlement will shortly be arrived at upon lines acceptable to all parties interested in the dispute.	[500, 569, 615, 698]
article-text: By Telegraph--Press Association--Copyright. London, June 8. The negotiations were resumed yesterday and it is stated that the delegates met for several hours in conference, when the whole question was discussed at length, and it was agreed that the matter should be referred to the Governments concerned for consideration. The proceedings were marked by great cordiality, and it is believed that a settlement will shortly be arrived at upon lines acceptable to all parties interested in the dispute.	[134, 1408, 249, 1537]
article-text: By Telegraph--Press Association--Copyright. London, June 8. The negotiations were resumed yesterday and it is stated that the delegates met for several hours in conference, when the whole question was discussed at length, and it was agreed that the matter should be referred to the Governments concerned for consideration. The proceedings were marked by great cordiality, and it is believed that a settlement will shortly be arrived at upon lines acceptable to all parties interested in the dispute.	[134, 774, 249, 903]
subhead: "NOES" CREEPING UP.	[629, 580, 730, 591]
article-text: By Telegraph--Press Association--Copyright. London, June 8. The negotiations were resumed yesterday and it is stated that the delegates met for several hours in conference, when the whole question was discussed at length, and it was agreed that the matter should be referred to the Governments concerned for consideration. The proceedings were marked by great cordiality, and it is believed that a settlement will shortly be arrived at upon lines acceptable to all parties interested in the dispute.	[866, 121, 981, 250]
article-text: By Telegraph--Press Association--Copyright. London, June 8. The negotiations were resumed yesterday and it is stated that the delegates met for several hours in conference, when the whole question was discussed at length, and it was agreed that the matter should be referred to the Governments concerned for consideration. The proceedings were marked by great cordiality, and it is believed that a settlement will shortly be arrived at upon lines acceptable to all parties interested in the dispute.	[622, 1056, 737, 1185]
contents-item: ACCIDENTS AND FATALITIES 7	[11, 1419, 127, 1427]
subhead: AS TO LORD MURRAY'S SHARES.	[505, 724, 610, 745]
article-text: By Telegraph--Press Association--Copyright. London, June 8. The negotiations were resumed yesterday and it is stated that the delegates met for several hours in conference, when the whole question was discussed at length, and it was agreed that the matter should be referred to the Governments concerned for consideration. The proceedings were marked by great cordiality, and it is believed that a settlement will shortly be arrived at upon lines acceptable to all parties interested in the dispute.	[378, 238, 493, 367]
subhead: ACCELERATED CONSTRUCTION	[398, 370, 473, 391]
article-text: By Telegraph--Press Association--Copyright. London, June 8. The negotiations were resumed yesterday and it is stated that the delegates met for several hours in conference, when the whole question was discussed at length, and it was agreed that the matter should be referred to the Governments concerned for consideration. The proceedings were marked by great cordiality, and it is believed that a settlement will shortly be arrived at upon lines acceptable to all parties interested in the dispute.	[134, 474, 249, 603]
article-text: By Telegraph--Press Association--Copyright. London, June 8. The negotiations were resumed yesterday and it is stated that the delegates met for several hours in conference, when the whole question was discussed at length, and it was agreed that the matter should be referred to the Governments concerned for consideration. The proceedings were marked by great cordiality, and it is believed that a settlement will shortly be arrived at upon lines acceptable to all parties interested in the dispute.	[500, 411, 615, 540]
article-text: By Telegraph--Press Association--Copyright. London, June 8. The negotiations were resumed yesterday and it is stated that the delegates met for several hours in conference, when the whole question was discussed at length, and it was agreed that the matter should be referred to the Governments concerned for consideration. The proceedings were marked by great cordiality, and it is believed that a settlement will shortly be arrived at upon lines acceptable to all parties interested in the dispute.	[134, 296, 249, 424]
headline-stranded-liner: THE STRANDED LINER.	[750, 41, 853, 71]
subhead: AMERICANS IN HIGH FORM.	[21, 73, 117, 94]
article-text: By Telegraph--Press Association--Copyright. London, June 8. The negotiations were resumed yesterday and it is stated that the delegates met for several hours in conference, when the whole question was discussed at length, and it was agreed that the matter should be referred to the Governments concerned for consideration. The proceedings were marked by great cordiality, and it is believed that a settlement will shortly be arrived at upon lines acceptable to all parties interested in the dispute.	[378, 693, 493, 822]
advert-line: Fly Co., Ltd., Victoria Street.--Advt.	[378, 1899, 492, 1907]
advert-line: Ltd.--Advt.	[500, 1625, 534, 1633]
divider	[46, 741, 92, 742]
masthead-title: THE DOMINION, MONDAY, JUNE 9, 1913.	[326, 4, 788, 29]
subhead: SHARP PRESS COMMENT.	[501, 556, 614, 567]
headline-marconi-shares: MARCONI SHARES.	[525, 41, 590, 71]
headline-davis-cup: THE DAVIS CUP.	[18, 41, 120, 56]
subhead: IRISH PRESBYTERIANS HOSTILE.	[383, 1356, 488, 1377]
headline-police-graft: POLICE "GRAFT."	[282, 1286, 345, 1317]
divider	[413, 1706, 459, 1707]
subhead: "A CARRIER" SENATE.	[385, 1017, 486, 1028]
article-text: By Telegraph--Press Association--Copyright. London, June 8. The negotiations were resumed yesterday and it is stated that the delegates met for several hours in conference, when the whole question was discussed at length, and it was agreed that the matter should be referred to the Governments concerned for consideration. The proceedings were marked by great cordiality, and it is believed that a settlement will shortly be arrived at upon lines acceptable to all parties interested in the dispute.	[134, 2113, 249, 2241]
subhead: CONCESSIONS TO STRIKERS.	[639, 1729, 720, 1750]
subhead: ENGLISH TOURNEY.	[24, 1068, 114, 1079]
subhead: PRIVATE CONSTRUCTION YARDS.	[378, 838, 493, 859]
article-text: By Telegraph--Press Association--Copyright. London, June 8. The negotiations were resumed yesterday and it is stated that the delegates met for several hours in conference, when the whole question was discussed at length, and it was agreed that the matter should be referred to the Governments concerned for consideration. The proceedings were marked by great cordiality, and it is believed that a settlement will shortly be arrived at upon lines acceptable to all parties interested in the dispute.	[11, 259, 127, 388]
article-text: By Telegraph--Press Association--Copyright. London, June 8. The negotiations were resumed yesterday and it is stated that the delegates met for several hours in conference, when the whole question was discussed at length, and it was agreed that the matter should be referred to the Governments concerned for consideration. The proceedings were marked by great cordiality, and it is believed that a settlement will shortly be arrived at upon lines acceptable to all parties interested in the dispute.	[378, 106, 493, 235]
divider	[46, 1063, 92, 1064]
subhead: DISCOURAGING NEWS.	[750, 519, 853, 530]
subhead: JONES BRILLIANT.	[27, 96, 111, 107]
table-row: Yes 741,423	[622, 364, 737, 372]
divider	[413, 1512, 459, 1513]
contents-item: FARMING 10	[11, 1453, 127, 1461]
contents-item: Boots Manufacture 8	[11, 1385, 127, 1393]
divider	[169, 1697, 215, 1698]
subhead: BUYING A PIANO.	[274, 1475, 353, 1486]
subhead: AN IMPORTANT POINT.	[262, 73, 365, 84]
article-text: By Telegraph--Press Association--Copyright. London, June 8. The negotiations were resumed yesterday and it is stated that the delegates met for several hours in conference, when the whole question was discussed at length, and it was agreed that the matter should be referred to the Governments concerned for consideration. The proceedings were marked by great cordiality, and it is believed that a settlement will shortly be arrived at upon lines acceptable to all parties interested in the dispute.	[744, 664, 859, 793]
table-row: Yes 733,787	[622, 415, 737, 423]
contents-head: LEADING ARTICLES-- Page	[11, 1283, 127, 1291]
headline-deep-laid-plot: A DEEP-LAID PLOT.	[515, 1073, 600, 1104]
headline-rifles-for-ulstermen: RIFLES FOR ULSTERMEN.	[392, 1516, 479, 1547]
column-7	[740, 38, 862, 1748]
subhead: LECTURE BY MR. M'CABE.	[762, 1161, 841, 1182]
article-text: By Telegraph--Press Association--Copyright. London, June 8. The negotiations were resumed yesterday and it is stated that the delegates met for several hours in conference, when the whole question was discussed at length, and it was agreed that the matter should be referred to the Governments concerned for consideration. The proceedings were marked by great cordiality, and it is believed that a settlement will shortly be arrived at upon lines acceptable to all parties interested in the dispute.	[378, 1573, 493, 1702]
contents-item: COMMERCE 10	[11, 1436, 127, 1444]
